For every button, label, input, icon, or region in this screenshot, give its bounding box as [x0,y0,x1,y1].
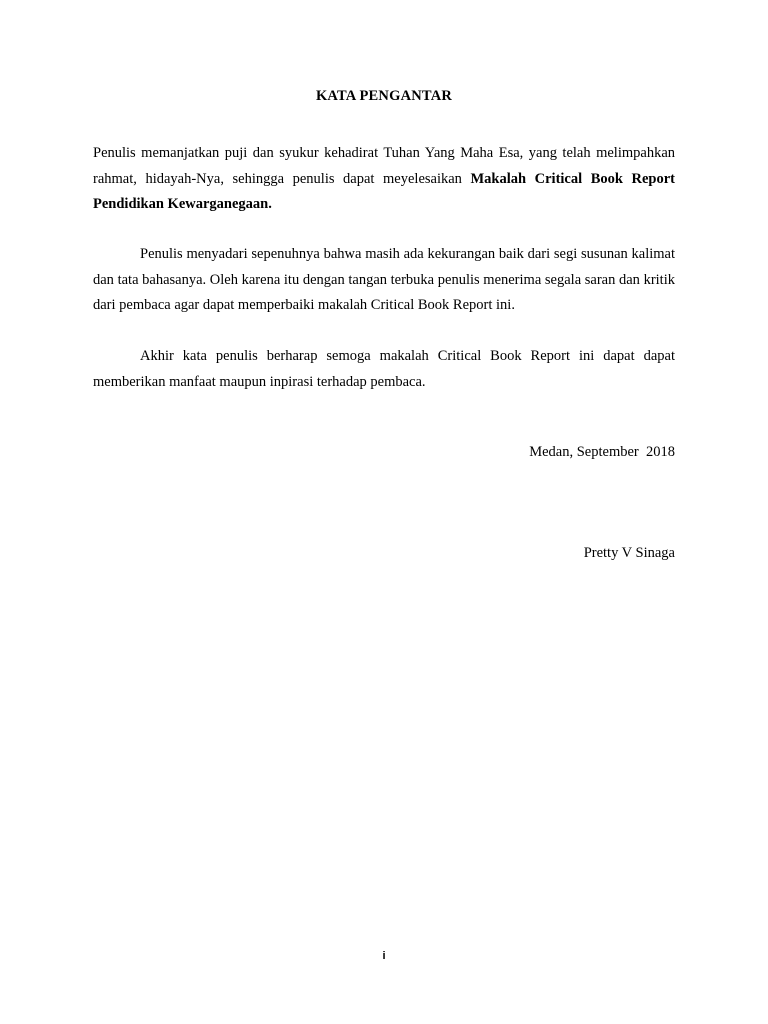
author-name: Pretty V Sinaga [583,545,675,561]
paragraph-opening-bold-title: Makalah Critical Book Report Pendidikan Kewarganegaan. [93,170,675,212]
page-title: KATA PENGANTAR [315,88,453,104]
page-number: i [382,950,386,962]
paragraph-acknowledgement: Penulis menyadari sepenuhnya bahwa masih ada kekurangan baik dari segi susunan kalimat dan tata bahasanya. Oleh karena itu dengan tangan terbuka penulis menerima segala saran dan kritik dari pembaca agar dapat memperbaiki makalah Critical Book Report ini. [93,246,675,313]
place-date: Medan, September 2018 [529,444,675,460]
paragraph-opening-text: Penulis memanjatkan puji dan syukur kehadirat Tuhan Yang Maha Esa, yang telah melimpahkan rahmat, hidayah-Nya, sehingga penulis dapat meyelesaikan [93,145,675,187]
paragraph-closing: Akhir kata penulis berharap semoga makalah Critical Book Report ini dapat dapat memberikan manfaat maupun inpirasi terhadap pembaca. [93,348,675,390]
paragraph-opening [93,141,675,218]
